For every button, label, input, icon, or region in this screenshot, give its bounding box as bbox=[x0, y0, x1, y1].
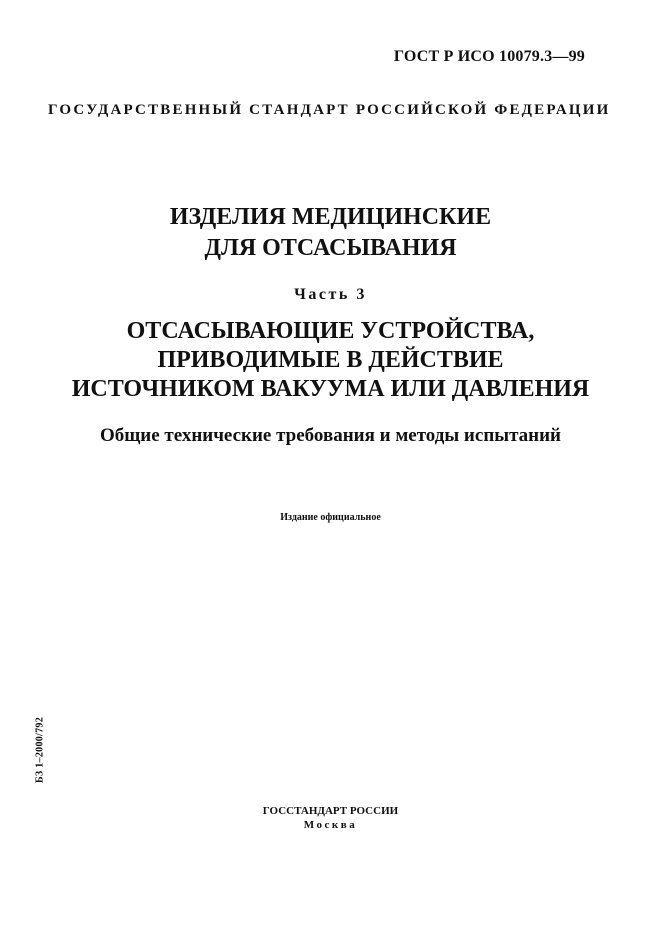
organization-header: ГОСУДАРСТВЕННЫЙ СТАНДАРТ РОССИЙСКОЙ ФЕДЕРАЦИИ bbox=[48, 102, 611, 118]
requirements-line: Общие технические требования и методы испытаний bbox=[99, 425, 562, 446]
publisher-name: ГОССТАНДАРТ РОССИИ bbox=[262, 805, 399, 817]
publisher-block bbox=[0, 804, 661, 832]
document-title bbox=[0, 202, 661, 264]
part-label: Часть 3 bbox=[294, 286, 367, 303]
subtitle-line: ПРИВОДИМЫЕ В ДЕЙСТВИЕ bbox=[157, 347, 504, 373]
edition-label: Издание официальное bbox=[280, 512, 381, 523]
subtitle-line: ОТСАСЫВАЮЩИЕ УСТРОЙСТВА, bbox=[126, 318, 535, 344]
subtitle-line: ИСТОЧНИКОМ ВАКУУМА ИЛИ ДАВЛЕНИЯ bbox=[71, 376, 590, 402]
title-line: ДЛЯ ОТСАСЫВАНИЯ bbox=[204, 235, 457, 261]
document-subtitle bbox=[0, 317, 661, 404]
standard-code: ГОСТ Р ИСО 10079.3—99 bbox=[393, 48, 585, 65]
publisher-city: Москва bbox=[303, 819, 358, 831]
side-catalog-code: БЗ 1–2000/792 bbox=[34, 716, 46, 784]
title-line: ИЗДЕЛИЯ МЕДИЦИНСКИЕ bbox=[169, 204, 492, 230]
